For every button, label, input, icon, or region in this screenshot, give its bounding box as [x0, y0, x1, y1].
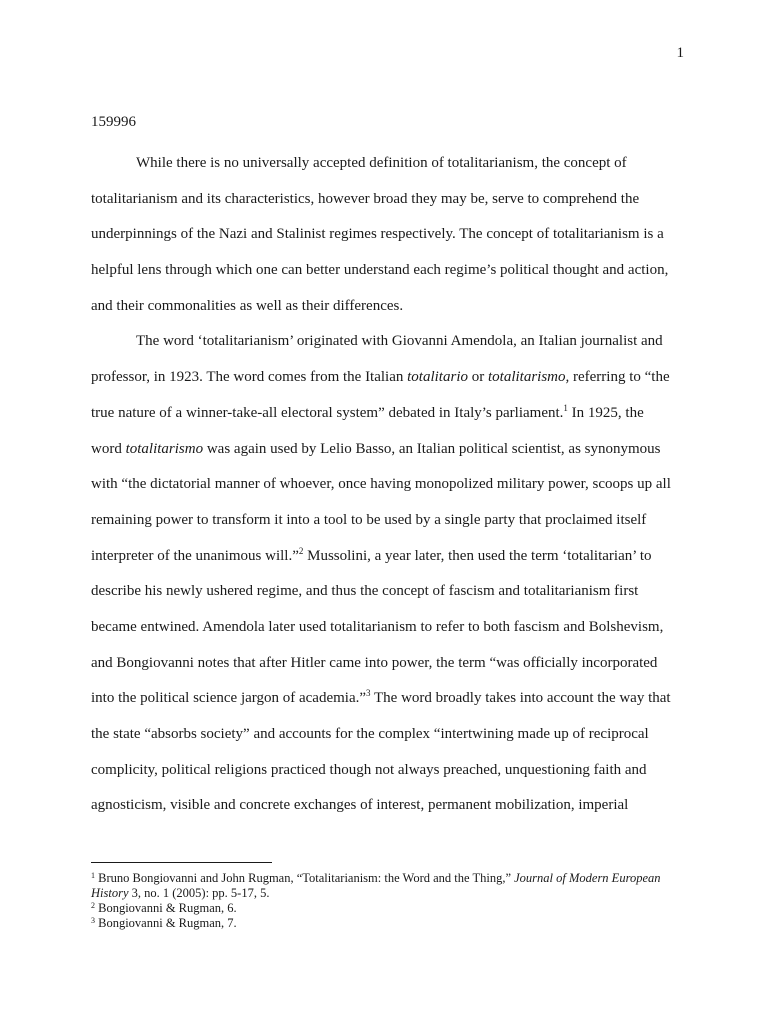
- paragraph-1-line-3: underpinnings of the Nazi and Stalinist regimes respectively. The concept of totalitarianism is a: [91, 226, 664, 243]
- paragraph-1-line-2: totalitarianism and its characteristics, however broad they may be, serve to comprehend the: [91, 190, 640, 207]
- text-run: Bongiovanni & Rugman, 7.: [95, 916, 237, 930]
- paragraph-1-line-4: helpful lens through which one can better understand each regime’s political thought and action,: [91, 262, 669, 279]
- document-id: 159996: [91, 114, 136, 130]
- paragraph-2-line-14: agnosticism, visible and concrete exchanges of interest, permanent mobilization, imperial: [91, 797, 629, 814]
- paragraph-2-line-6: remaining power to transform it into a tool to be used by a single party that proclaimed itself: [91, 511, 647, 528]
- body-text: [91, 151, 691, 829]
- text-run: In 1925, the: [567, 404, 644, 421]
- text-run: The word broadly takes into account the way that: [370, 690, 671, 707]
- footnote-ref-1[interactable]: 1: [563, 402, 568, 413]
- footnote-3: [91, 916, 691, 931]
- paragraph-1-line-5: and their commonalities as well as their differences.: [91, 297, 404, 314]
- paragraph-2-line-10: and Bongiovanni notes that after Hitler came into power, the term “was officially incorporated: [91, 654, 658, 671]
- paragraph-2-line-2: [91, 365, 691, 401]
- footnote-number: 1: [91, 871, 95, 880]
- italic-term: totalitarismo,: [487, 369, 570, 386]
- footnote-ref-3[interactable]: 3: [366, 688, 371, 699]
- italic-term: totalitarismo: [125, 440, 204, 457]
- text-run: was again used by Lelio Basso, an Italian political scientist, as synonymous: [203, 440, 661, 457]
- paragraph-2-line-5: with “the dictatorial manner of whoever, once having monopolized military power, scoops up all: [91, 476, 671, 493]
- journal-title: History: [91, 886, 129, 900]
- footnote-1-line-1: [91, 871, 691, 886]
- page-number: 1: [676, 45, 684, 61]
- footnote-ref-2[interactable]: 2: [298, 545, 304, 556]
- text-run: Mussolini, a year later, then used the term ‘totalitarian’ to: [303, 547, 652, 564]
- journal-title: Journal of Modern European: [514, 871, 661, 885]
- text-run: interpreter of the unanimous will.”: [91, 547, 299, 564]
- paragraph-2-line-3: [91, 401, 691, 437]
- paragraph-2-line-1: The word ‘totalitarianism’ originated with Giovanni Amendola, an Italian journalist and: [136, 333, 663, 350]
- text-run: 3, no. 1 (2005): pp. 5-17, 5.: [128, 886, 270, 900]
- text-run: referring to “the: [569, 369, 670, 386]
- paragraph-2-line-4: [91, 437, 691, 473]
- paragraph-2-line-12: the state “absorbs society” and accounts for the complex “intertwining made up of reciprocal: [91, 726, 649, 742]
- footnote-divider: [91, 862, 272, 863]
- text-run: or: [467, 369, 488, 386]
- text-run: into the political science jargon of academia.”: [91, 690, 367, 707]
- paragraph-2-line-9: became entwined. Amendola later used totalitarianism to refer to both fascism and Bolshevism,: [91, 618, 664, 635]
- footnotes: [91, 871, 691, 931]
- italic-term: totalitario: [407, 369, 468, 386]
- paragraph-2-line-13: complicity, political religions practiced though not always preached, unquestioning faith and: [91, 761, 647, 778]
- paragraph-2-line-8: describe his newly ushered regime, and thus the concept of fascism and totalitarianism first: [91, 583, 639, 600]
- paragraph-2-line-7: [91, 544, 691, 580]
- paragraph-2-line-11: [91, 686, 691, 722]
- text-run: true nature of a winner-take-all electoral system” debated in Italy’s parliament.: [91, 404, 564, 421]
- footnote-2: [91, 901, 691, 916]
- footnote-1-line-2: [91, 886, 691, 901]
- footnote-number: 2: [91, 901, 95, 910]
- text-run: word: [91, 440, 126, 457]
- text-run: Bongiovanni & Rugman, 6.: [95, 901, 237, 915]
- text-run: Bruno Bongiovanni and John Rugman, “Totalitarianism: the Word and the Thing,”: [95, 871, 515, 885]
- text-run: professor, in 1923. The word comes from the Italian: [91, 369, 408, 386]
- footnote-number: 3: [91, 916, 95, 925]
- paragraph-1-line-1: While there is no universally accepted definition of totalitarianism, the concept of: [136, 155, 627, 171]
